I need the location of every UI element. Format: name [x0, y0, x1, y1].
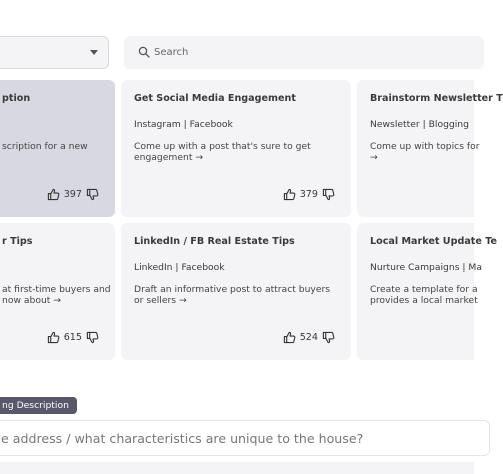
prompt-card[interactable] [357, 80, 503, 217]
card-votes [283, 331, 335, 344]
thumbs-down-icon[interactable] [86, 331, 99, 344]
thumbs-up-icon[interactable] [47, 331, 60, 344]
search-input[interactable] [154, 36, 454, 69]
card-title: ption [2, 93, 31, 104]
selected-prompt-badge: ng Description [0, 397, 77, 414]
thumbs-down-icon[interactable] [86, 188, 99, 201]
search-icon [138, 46, 150, 58]
chevron-down-icon [90, 50, 98, 55]
card-tags: Nurture Campaigns | Ma [370, 262, 482, 273]
card-description: Draft an informative post to attract buyers or sellers → [134, 284, 331, 306]
card-votes [283, 188, 335, 201]
card-tags: Instagram | Facebook [134, 119, 233, 130]
card-description: Come up with a post that's sure to get engagement → [134, 141, 311, 163]
card-tags: Newsletter | Blogging [370, 119, 469, 130]
upvote-count: 397 [63, 189, 82, 200]
upvote-count: 379 [299, 189, 318, 200]
card-description: Create a template for a provides a local market [370, 284, 478, 306]
prompt-card[interactable] [357, 223, 498, 360]
thumbs-up-icon[interactable] [283, 331, 296, 344]
prompt-card[interactable] [0, 80, 115, 217]
card-title: LinkedIn / FB Real Estate Tips [134, 236, 295, 247]
upvote-count: 615 [63, 332, 82, 343]
card-votes [47, 188, 99, 201]
prompt-card[interactable] [121, 80, 351, 217]
thumbs-down-icon[interactable] [322, 188, 335, 201]
category-select[interactable] [0, 36, 109, 69]
card-title: Brainstorm Newsletter T [370, 93, 503, 104]
thumbs-up-icon[interactable] [47, 188, 60, 201]
upvote-count: 524 [299, 332, 318, 343]
card-title: Get Social Media Engagement [134, 93, 296, 104]
thumbs-up-icon[interactable] [283, 188, 296, 201]
card-title: r Tips [2, 236, 33, 247]
thumbs-down-icon[interactable] [322, 331, 335, 344]
answer-input[interactable]: e address / what characteristics are unique to the house? [0, 420, 490, 456]
search-box[interactable] [124, 36, 484, 69]
card-description: at first-time buyers and now about → [2, 284, 111, 306]
card-tags: LinkedIn | Facebook [134, 262, 225, 273]
prompt-card[interactable] [121, 223, 351, 360]
card-description: scription for a new [2, 141, 88, 152]
card-description: Come up with topics for → [370, 141, 480, 163]
card-votes [47, 331, 99, 344]
prompt-card[interactable] [0, 223, 115, 360]
card-title: Local Market Update Te [370, 236, 498, 247]
answer-area-bottom [0, 462, 474, 474]
